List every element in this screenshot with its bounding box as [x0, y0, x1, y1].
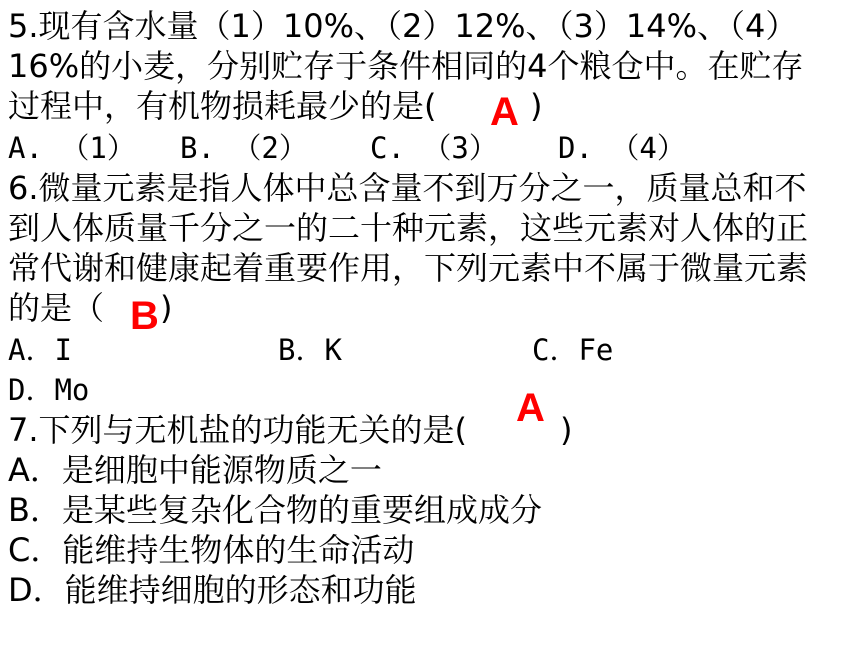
q7-answer: A: [516, 386, 545, 430]
q6-option-c: C．Fe: [532, 333, 614, 367]
q5-line-3-prefix: 过程中，有机物损耗最少的是(: [8, 87, 437, 125]
q5-option-d: D. （4）: [558, 131, 686, 165]
q7-option-d: D．能维持细胞的形态和功能: [8, 571, 417, 609]
q5-option-b: B. （2）: [180, 131, 308, 165]
q6-line-4-prefix: 的是（: [8, 289, 105, 327]
q6-option-a: A．I: [8, 333, 72, 367]
q6-option-b: B．K: [278, 333, 342, 367]
q5-line-3-suffix: ): [530, 87, 543, 125]
q6-line-1: 6.微量元素是指人体中总含量不到万分之一，质量总和不: [8, 169, 807, 207]
q7-line-1-prefix: 7.下列与无机盐的功能无关的是(: [8, 411, 468, 449]
q5-option-c: C. （3）: [370, 131, 498, 165]
q7-option-b: B．是某些复杂化合物的重要组成成分: [8, 491, 542, 529]
q7-option-a: A．是细胞中能源物质之一: [8, 451, 382, 489]
q5-option-a: A. （1）: [8, 131, 136, 165]
q6-line-4-suffix: ): [160, 289, 173, 327]
q5-line-1: 5.现有含水量（1）10%、（2）12%、（3）14%、（4）: [8, 7, 798, 45]
q5-answer: A: [490, 90, 519, 134]
q7-line-1-suffix: ): [560, 411, 573, 449]
q5-line-2: 16%的小麦，分别贮存于条件相同的4个粮仓中。在贮存: [8, 47, 804, 85]
q7-option-c: C．能维持生物体的生命活动: [8, 531, 415, 569]
q6-answer: B: [130, 294, 159, 338]
q6-option-d: D．Mo: [8, 373, 90, 407]
q6-line-2: 到人体质量千分之一的二十种元素，这些元素对人体的正: [8, 209, 809, 247]
q6-line-3: 常代谢和健康起着重要作用，下列元素中不属于微量元素: [8, 249, 809, 287]
